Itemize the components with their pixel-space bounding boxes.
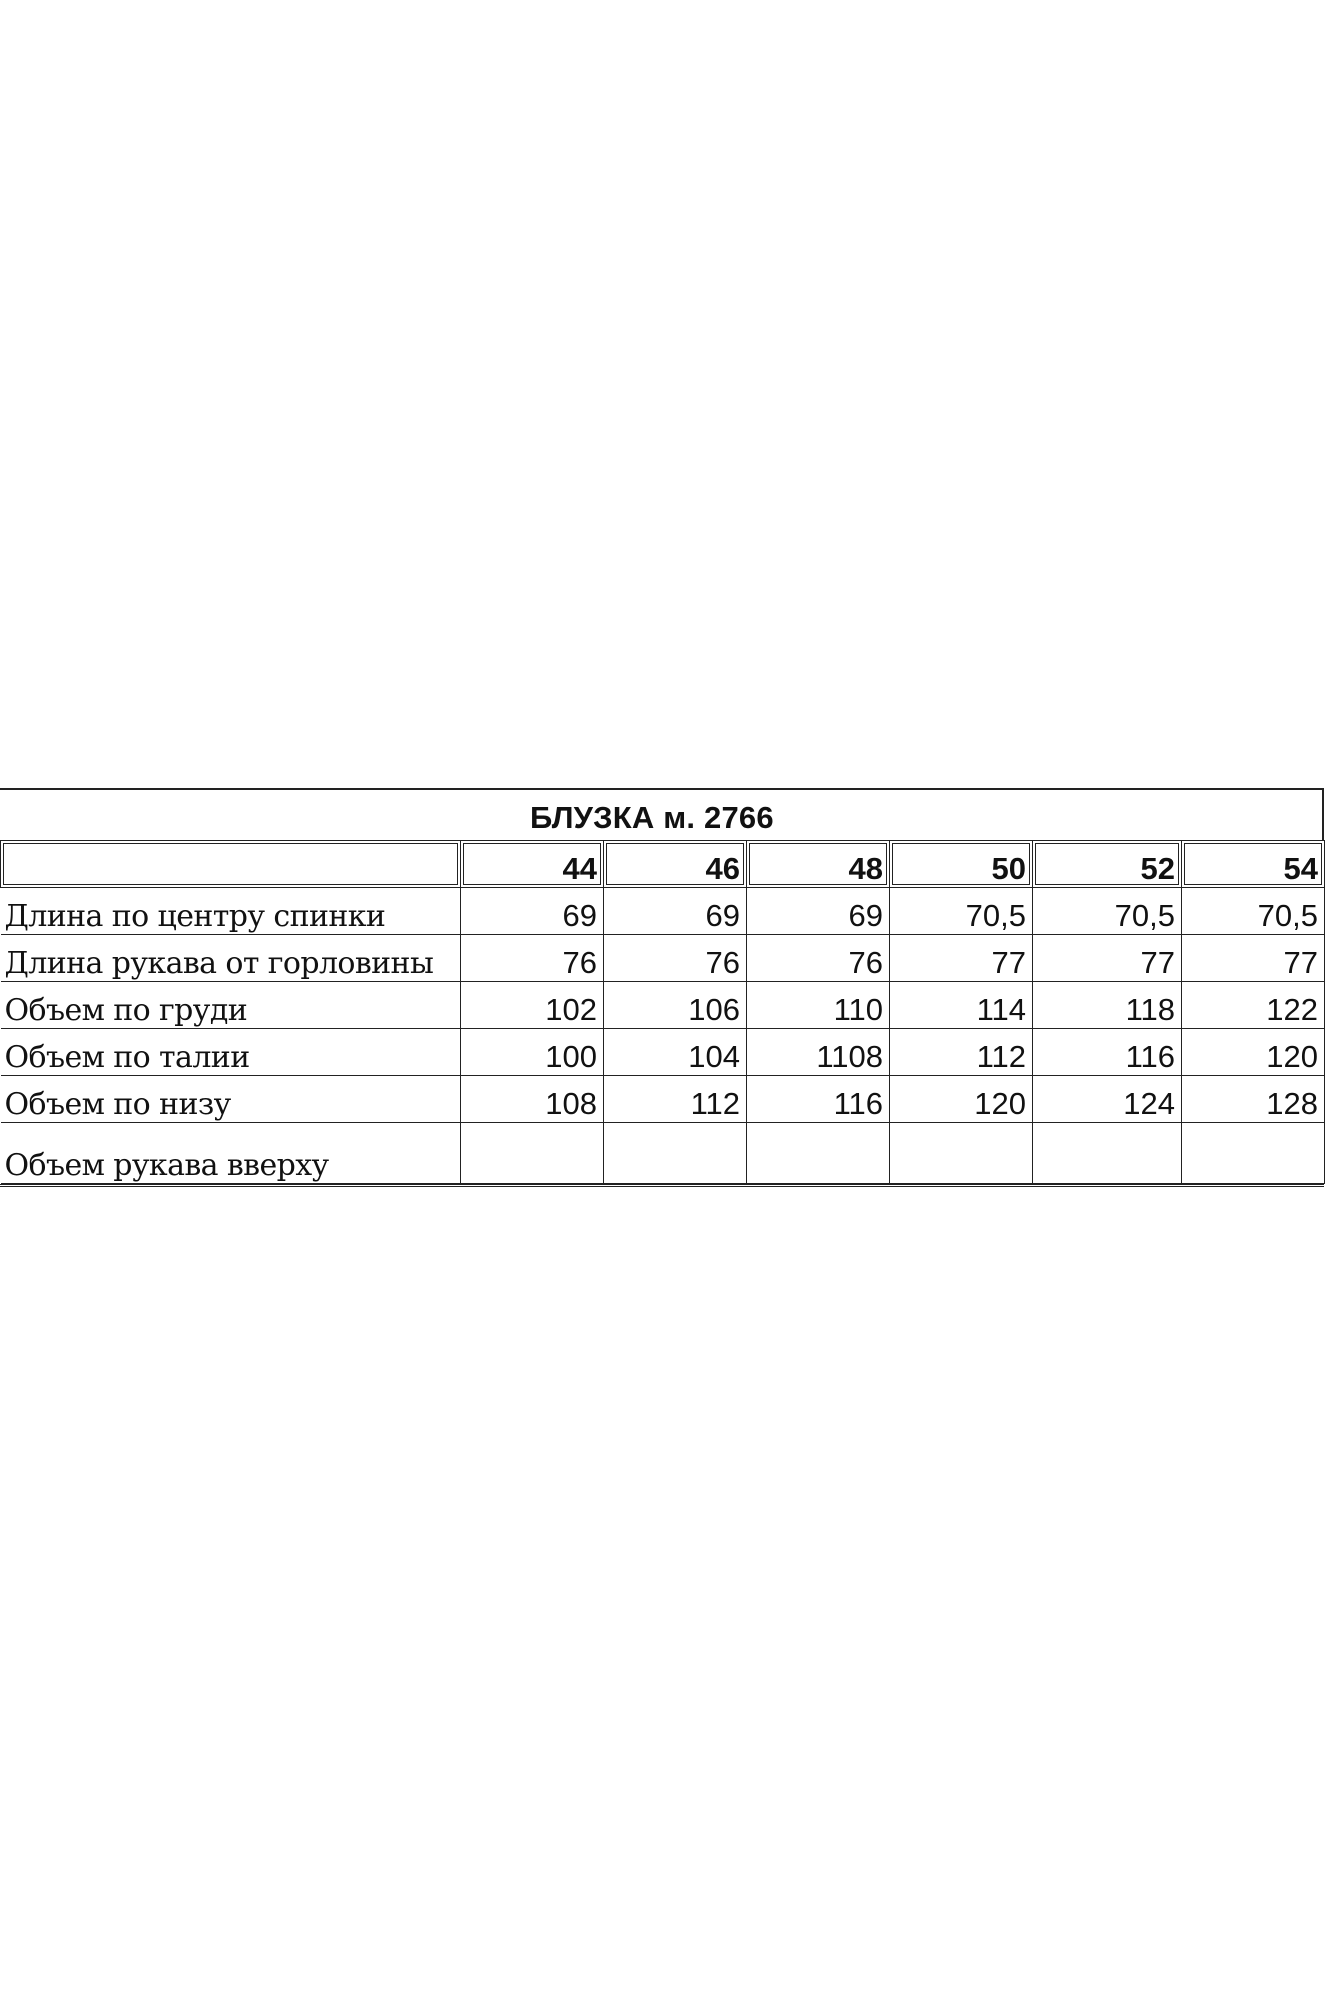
size-chart bbox=[0, 788, 1324, 1187]
size-header-cell: 46 bbox=[604, 841, 747, 888]
size-header-cell: 48 bbox=[747, 841, 890, 888]
size-header-cell: 50 bbox=[890, 841, 1033, 888]
table-row bbox=[1, 1029, 1325, 1076]
value-cell: 122 bbox=[1182, 982, 1325, 1029]
value-cell: 69 bbox=[747, 888, 890, 935]
table-bottom-border bbox=[0, 1184, 1324, 1187]
value-cell: 76 bbox=[461, 935, 604, 982]
size-header-cell: 54 bbox=[1182, 841, 1325, 888]
row-label: Длина по центру спинки bbox=[1, 888, 461, 935]
size-header-cell: 52 bbox=[1033, 841, 1182, 888]
value-cell bbox=[747, 1123, 890, 1184]
value-cell: 128 bbox=[1182, 1076, 1325, 1123]
value-cell: 120 bbox=[890, 1076, 1033, 1123]
table-row bbox=[1, 1076, 1325, 1123]
row-label: Объем по низу bbox=[1, 1076, 461, 1123]
row-label: Объем по груди bbox=[1, 982, 461, 1029]
value-cell: 112 bbox=[604, 1076, 747, 1123]
value-cell: 76 bbox=[747, 935, 890, 982]
value-cell bbox=[461, 1123, 604, 1184]
value-cell: 77 bbox=[1182, 935, 1325, 982]
value-cell: 102 bbox=[461, 982, 604, 1029]
value-cell: 110 bbox=[747, 982, 890, 1029]
value-cell: 108 bbox=[461, 1076, 604, 1123]
value-cell: 112 bbox=[890, 1029, 1033, 1076]
value-cell: 76 bbox=[604, 935, 747, 982]
value-cell: 70,5 bbox=[890, 888, 1033, 935]
value-cell: 1108 bbox=[747, 1029, 890, 1076]
title-row bbox=[0, 788, 1324, 840]
chart-title: БЛУЗКА м. 2766 bbox=[530, 800, 774, 835]
value-cell: 104 bbox=[604, 1029, 747, 1076]
value-cell: 77 bbox=[1033, 935, 1182, 982]
row-label: Объем по талии bbox=[1, 1029, 461, 1076]
size-table bbox=[0, 840, 1325, 1184]
value-cell bbox=[1182, 1123, 1325, 1184]
row-label: Длина рукава от горловины bbox=[1, 935, 461, 982]
value-cell bbox=[604, 1123, 747, 1184]
row-label: Объем рукава вверху bbox=[1, 1123, 461, 1184]
value-cell: 116 bbox=[747, 1076, 890, 1123]
size-header-row bbox=[1, 841, 1325, 888]
header-blank-cell bbox=[1, 841, 461, 888]
value-cell bbox=[1033, 1123, 1182, 1184]
value-cell: 114 bbox=[890, 982, 1033, 1029]
value-cell: 77 bbox=[890, 935, 1033, 982]
size-header-cell: 44 bbox=[461, 841, 604, 888]
value-cell: 118 bbox=[1033, 982, 1182, 1029]
table-row bbox=[1, 935, 1325, 982]
value-cell: 120 bbox=[1182, 1029, 1325, 1076]
table-row bbox=[1, 888, 1325, 935]
table-row bbox=[1, 982, 1325, 1029]
value-cell: 70,5 bbox=[1033, 888, 1182, 935]
value-cell: 100 bbox=[461, 1029, 604, 1076]
value-cell: 124 bbox=[1033, 1076, 1182, 1123]
value-cell: 69 bbox=[461, 888, 604, 935]
value-cell: 106 bbox=[604, 982, 747, 1029]
value-cell: 70,5 bbox=[1182, 888, 1325, 935]
value-cell: 116 bbox=[1033, 1029, 1182, 1076]
value-cell bbox=[890, 1123, 1033, 1184]
value-cell: 69 bbox=[604, 888, 747, 935]
table-row bbox=[1, 1123, 1325, 1184]
